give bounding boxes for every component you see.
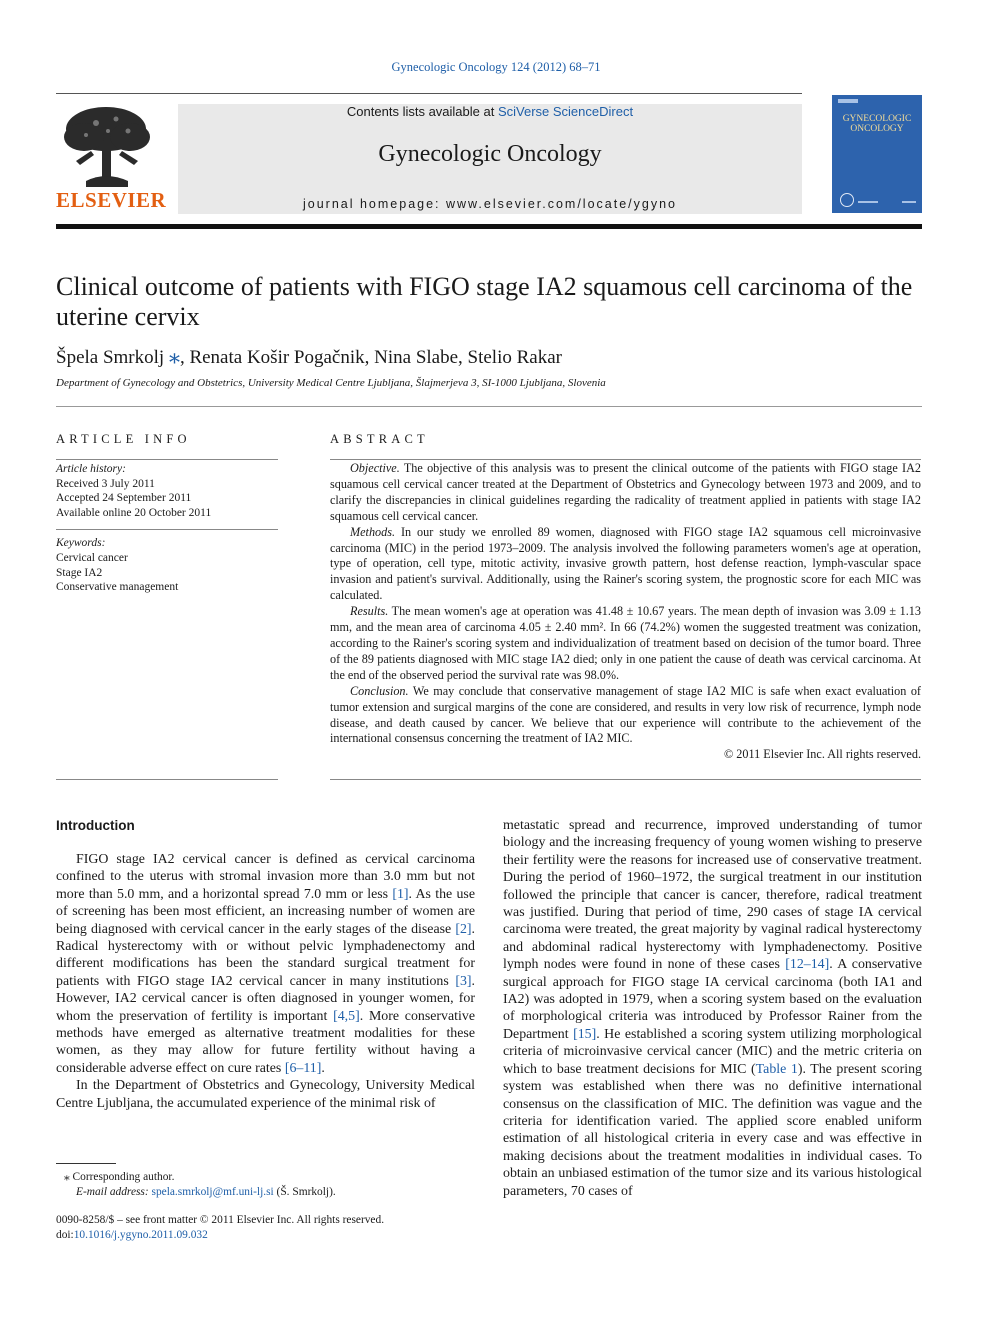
objective-text: The objective of this analysis was to present the clinical outcome of the patients with FIGO stage IA2 squamous cell cervical cancer treated at the Department of Obstetrics and Gynecology between 1973 and 2009, and to clarify the discrepancies in clinical guidelines regarding the radicality of treatment applied in patients with stage IA2 squamous cell cervical cancer. — [330, 461, 921, 523]
body-text: metastatic spread and recurrence, improved understanding of tumor biology and the increasing frequency of young women wishing to preserve their fertility were the reasons for increased use of conservative treatment. During the period of 1960–1972, the surgical treatment in our institution followed the principle that cancer is cancer, therefore, radical treatment was justified. During that period of time, 290 cases of stage IA cervical carcinoma were treated, the great majority by vaginal radical hysterectomy and abdominal radical hysterectomy with lymphadenectomy. Positive lymph nodes were found in none of these cases — [503, 818, 922, 973]
body-column-left — [56, 851, 475, 1112]
author-list — [56, 343, 562, 369]
elsevier-tree-icon — [56, 101, 158, 189]
results-label: Results. — [350, 604, 389, 619]
body-text: FIGO stage IA2 cervical cancer is defined as cervical carcinoma confined to the uterus with stromal invasion more than 3.0 mm but not more than 5.0 mm, and a horizontal spread 7.0 mm or less — [56, 852, 475, 902]
divider — [56, 406, 922, 407]
body-text: ). The present scoring system was established when there was no definitive international consensus on the classification of MIC. The definition was vague and the criteria for identification varied. The applied score enabled uniform estimation of all histological criteria in every case and was effective in making decisions about the treatment modalities in individual cases. To obtain an unbiased estimation of the tumor size and its various histological parameters, 70 cases of — [503, 1061, 922, 1199]
cover-line — [902, 201, 916, 203]
keyword: Stage IA2 — [56, 566, 103, 579]
copyright-notice: © 2011 Elsevier Inc. All rights reserved. — [724, 747, 921, 762]
keywords-label: Keywords: — [56, 537, 106, 550]
divider — [56, 459, 278, 460]
footnote-rule — [56, 1163, 116, 1164]
body-text: . However, IA2 cervical cancer is often diagnosed in younger women, for whom the preservation of fertility is important — [56, 973, 475, 1024]
elsevier-logo[interactable] — [56, 101, 167, 213]
doi-link[interactable]: 10.1016/j.ygyno.2011.09.032 — [73, 1228, 208, 1241]
header-top-rule — [56, 93, 802, 94]
article-info-panel — [56, 462, 278, 595]
cover-title-line1: GYNECOLOGIC — [842, 114, 912, 124]
contents-line — [178, 104, 802, 119]
methods-label: Methods. — [350, 524, 396, 539]
divider — [56, 779, 278, 780]
journal-homepage[interactable]: journal homepage: www.elsevier.com/locate/ygyno — [302, 197, 677, 211]
reference-link[interactable]: [3] — [455, 973, 472, 989]
email-label: E-mail address: — [76, 1185, 149, 1198]
article-info-heading: ARTICLE INFO — [56, 432, 191, 446]
reference-link[interactable]: [2] — [455, 921, 472, 937]
conclusion-label: Conclusion. — [350, 683, 409, 698]
keyword: Conservative management — [56, 581, 179, 594]
abstract-objective — [330, 461, 921, 525]
issn-line: 0090-8258/$ – see front matter © 2011 Elsevier Inc. All rights reserved. — [56, 1214, 385, 1226]
corresponding-author-mark[interactable]: ⁎ — [168, 343, 180, 368]
contents-prefix: Contents lists available at — [346, 104, 498, 119]
footnote-text: Corresponding author. — [69, 1171, 175, 1183]
body-text: . A conservative surgical approach for FIGO stage IA cervical carcinoma (both IA1 and IA2) was adopted in 1979, when a scoring system based on the evaluation of morphological criteria was introduced by Professor Rainer from the Department — [503, 957, 923, 1042]
page-footer — [56, 1213, 476, 1242]
doi-line — [56, 1228, 476, 1243]
body-column-right — [503, 817, 922, 1200]
table-link[interactable]: Table 1 — [755, 1061, 798, 1077]
body-text: . He established a scoring system utilizing morphological criteria of microinvasive cervical cancer (MIC) and the metric criteria on which to base treatment decisions for MIC ( — [503, 1026, 922, 1077]
body-text: . Radical hysterectomy with or without pelvic lymphadenectomy and different modifications has been the standard surgical treatment for patients with FIGO stage IA2 cervical cancer in many institutions — [56, 921, 475, 989]
objective-label: Objective. — [350, 461, 400, 475]
author-name: Špela Smrkolj — [56, 347, 165, 368]
doi-label: doi: — [56, 1228, 74, 1241]
body-text: . — [321, 1060, 325, 1076]
cover-line — [858, 201, 878, 203]
abstract-methods — [330, 525, 921, 605]
body-paragraph: In the Department of Obstetrics and Gynecology, University Medical Centre Ljubljana, the accumulated experience of the minimal risk of — [56, 1078, 475, 1111]
divider — [330, 459, 921, 460]
article-title: Clinical outcome of patients with FIGO stage IA2 squamous cell carcinoma of the uterine cervix — [56, 272, 913, 331]
abstract-conclusion — [330, 684, 921, 748]
reference-link[interactable]: [1] — [392, 886, 409, 902]
body-text: . As the use of screening has been most efficient, an increasing number of women are being diagnosed with cervical cancer in the early stages of the disease — [56, 886, 475, 937]
journal-cover-thumbnail[interactable] — [832, 95, 922, 213]
body-paragraph — [503, 817, 922, 1200]
reference-link[interactable]: [15] — [573, 1026, 597, 1042]
abstract-heading: ABSTRACT — [330, 432, 429, 446]
author-affiliation: Department of Gynecology and Obstetrics, University Medical Centre Ljubljana, Šlajmerjeva 3, SI-1000 Ljubljana, Slovenia — [56, 377, 606, 389]
email-owner: (Š. Smrkolj). — [273, 1185, 336, 1198]
cover-society-logo-icon — [840, 193, 854, 207]
cover-title-line2: ONCOLOGY — [850, 124, 904, 134]
history-label: Article history: — [56, 463, 126, 475]
footnote — [56, 1170, 476, 1199]
sciencedirect-link[interactable]: SciVerse ScienceDirect — [497, 104, 634, 119]
journal-title: Gynecologic Oncology — [378, 141, 602, 167]
divider — [56, 529, 278, 530]
reference-link[interactable]: [12–14] — [785, 957, 830, 973]
journal-citation-link[interactable]: Gynecologic Oncology 124 (2012) 68–71 — [391, 60, 601, 74]
email-link[interactable]: spela.smrkolj@mf.uni-lj.si — [151, 1185, 274, 1198]
received-date: Received 3 July 2011 — [56, 477, 155, 490]
introduction-heading: Introduction — [56, 818, 135, 833]
body-paragraph — [56, 851, 475, 1077]
divider — [330, 779, 921, 780]
accepted-date: Accepted 24 September 2011 — [56, 492, 192, 505]
abstract-results — [330, 604, 921, 684]
email-line — [56, 1185, 476, 1200]
cover-title — [832, 114, 922, 134]
online-date: Available online 20 October 2011 — [56, 506, 212, 519]
body-text: . More conservative methods have emerged as alternative treatment modalities for these women, as they may allow for future fertility without having a considerable adverse effect on cure rates — [56, 1008, 475, 1076]
keyword: Cervical cancer — [56, 551, 128, 564]
cover-band — [838, 99, 858, 103]
elsevier-wordmark: ELSEVIER — [56, 188, 167, 212]
conclusion-text: We may conclude that conservative management of stage IA2 MIC is safe when exact evaluation of tumor extension and surgical margins of the cone are considered, and results in very low risk of recurrence, lymph node disease, and death caused by cancer. We believe that our experience will contribute to the achievement of the international consensus concerning the treatment of IA2 MIC. — [330, 683, 921, 746]
corresponding-author-note — [56, 1170, 476, 1185]
header-thick-rule — [56, 224, 922, 229]
abstract-body — [330, 461, 921, 763]
footnote-mark: ⁎ — [64, 1171, 70, 1183]
results-text: The mean women's age at operation was 41.48 ± 10.67 years. The mean depth of invasion was 3.09 ± 1.13 mm, and the mean area of carcinoma 4.05 ± 2.40 mm². In 66 (74.2%) women the suggested treatment was conization, according to the Rainer's scoring system and individualization of treatment based on decision of the tumor board. Three of the 89 patients diagnosed with MIC stage IA2 died; only in one patient the cause of death was cervical carcinoma. At the end of the observed period the survival rate was 98.0%. — [330, 604, 921, 682]
reference-link[interactable]: [6–11] — [284, 1060, 322, 1076]
methods-text: In our study we enrolled 89 women, diagnosed with FIGO stage IA2 squamous cell microinvasive carcinoma (MIC) in the period 1973–2009. The analysis involved the following parameters women's age at operation, type of operation, cell type, mitotic activity, invasive growth pattern, host defense reaction, lymph-vascular space invasion and patient's survival. Additionally, using the Rainer's scoring system, the prognostic score for each MIC was calculated. — [330, 524, 921, 603]
author-names-rest: , Renata Košir Pogačnik, Nina Slabe, Stelio Rakar — [179, 347, 562, 368]
reference-link[interactable]: [4,5] — [333, 1008, 360, 1024]
